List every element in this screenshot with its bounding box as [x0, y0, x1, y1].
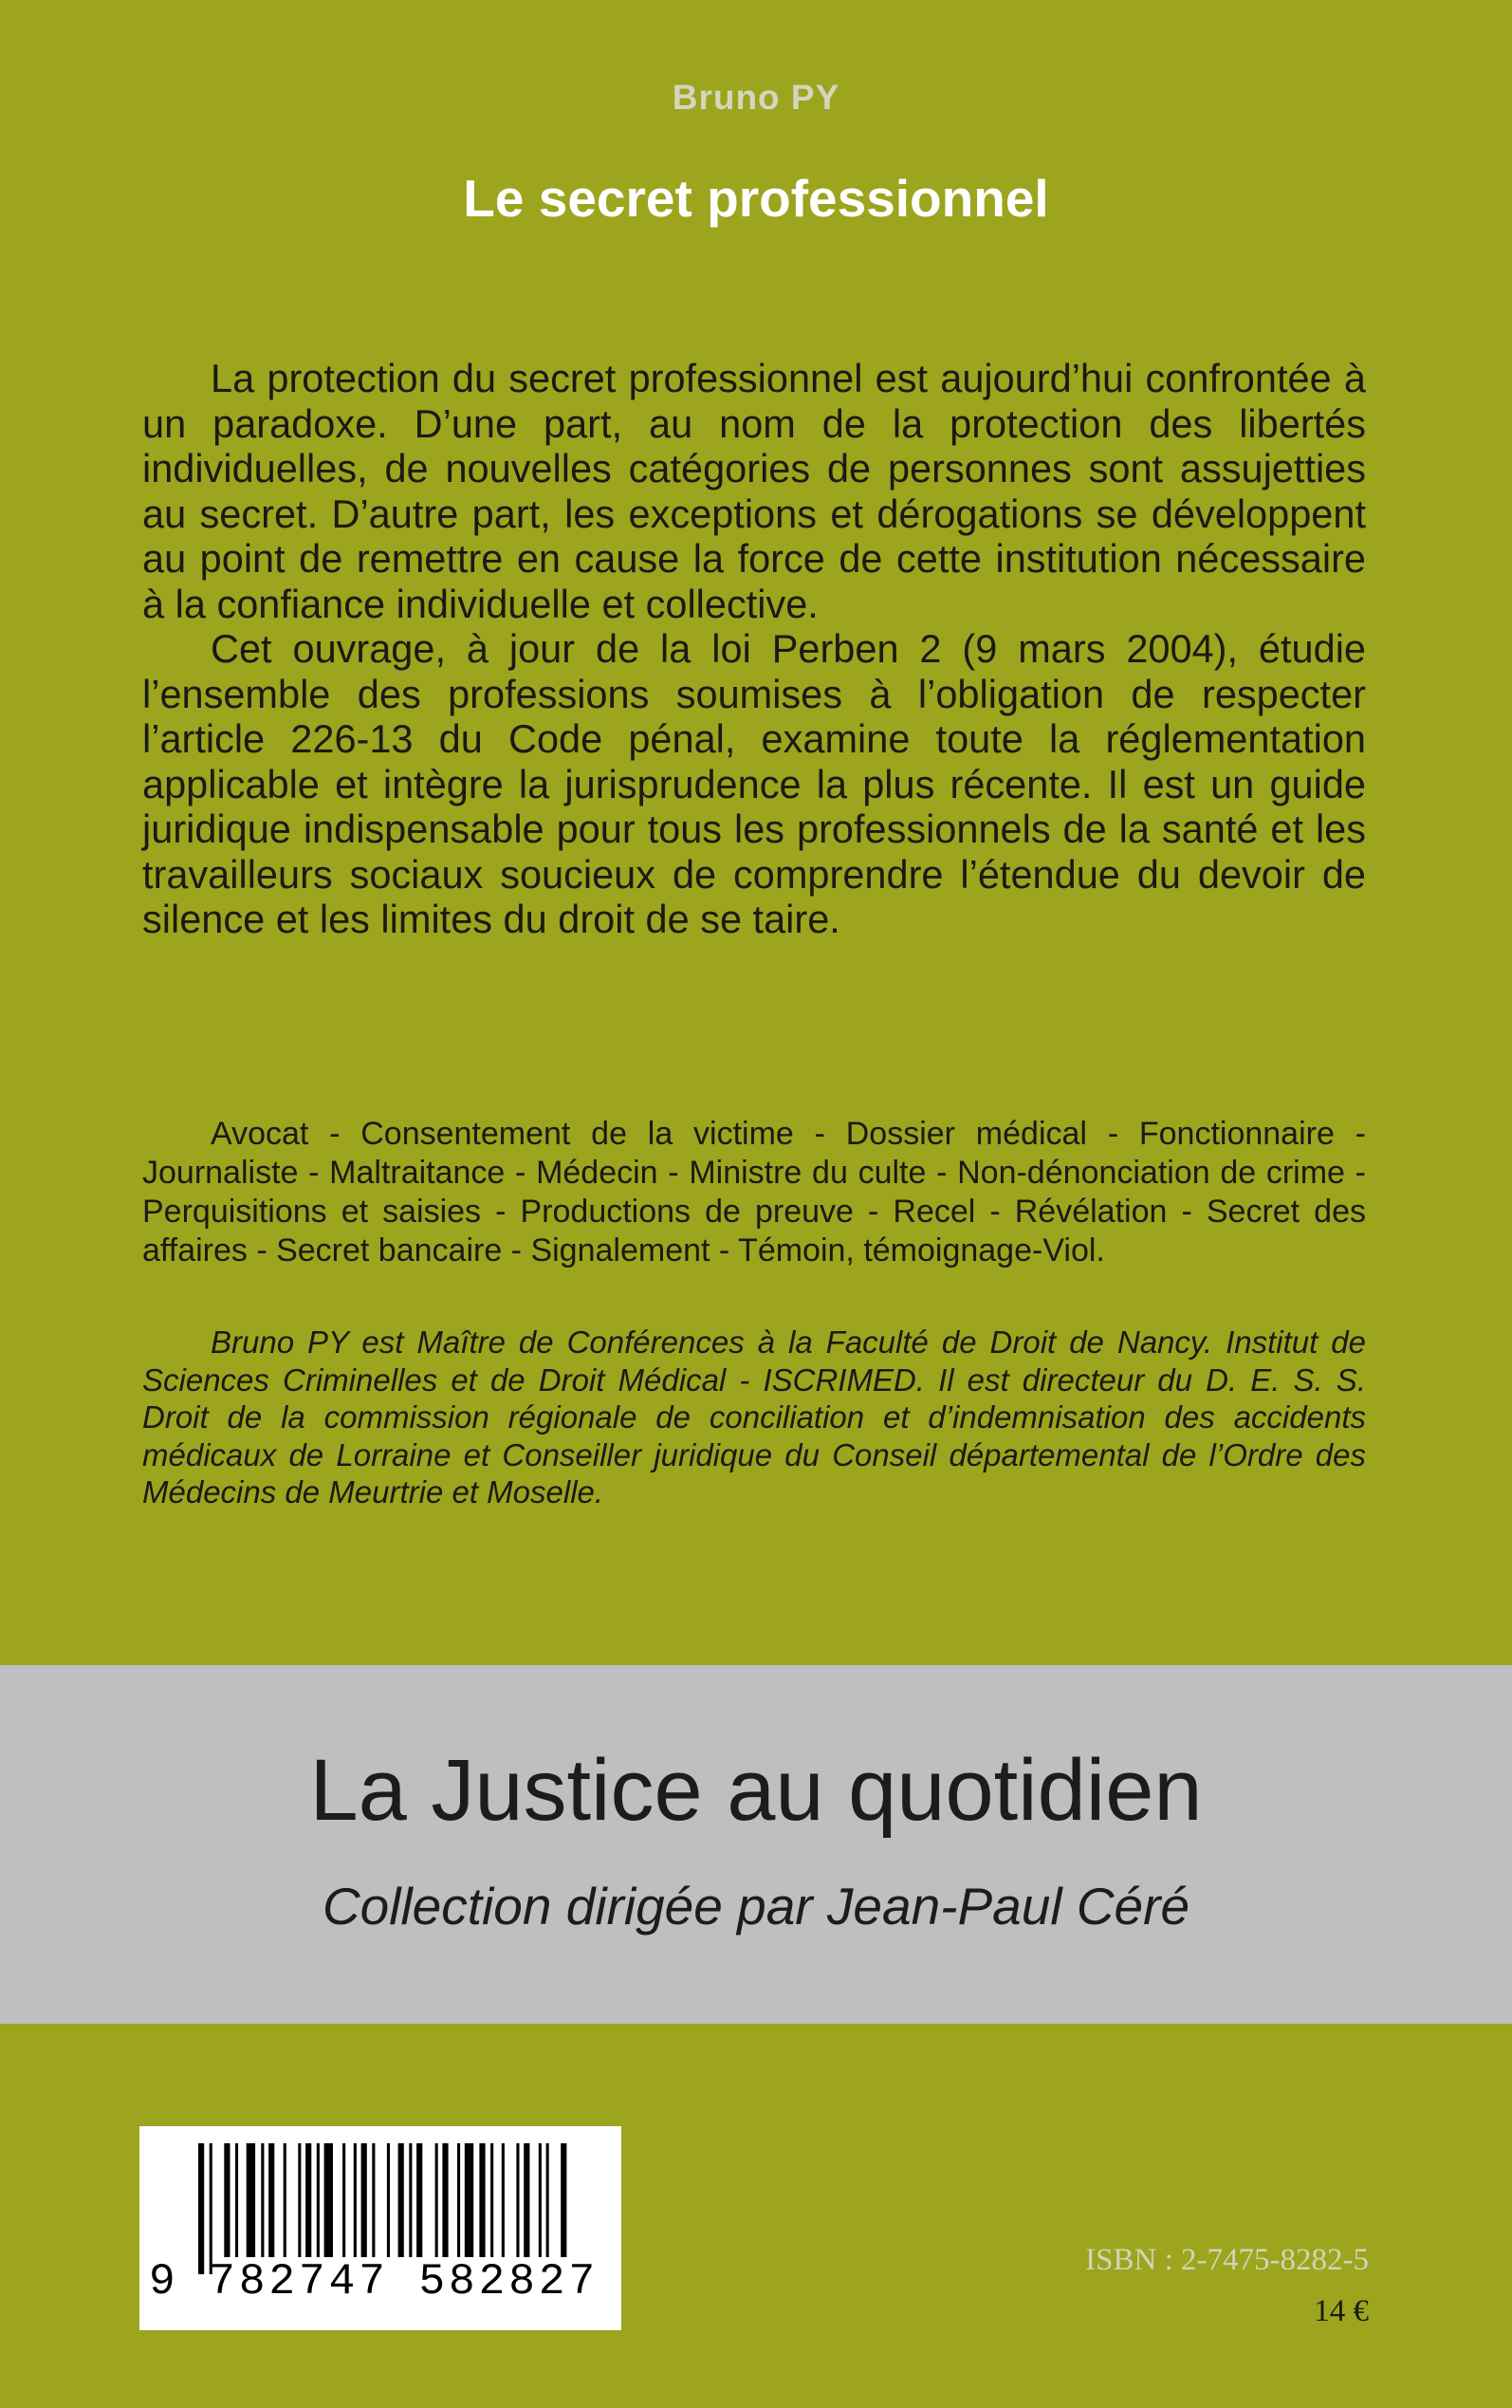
barcode-bar	[539, 2143, 542, 2257]
barcode-bar	[324, 2143, 333, 2257]
isbn: ISBN : 2-7475-8282-5	[1085, 2243, 1369, 2277]
barcode-bar	[490, 2143, 493, 2257]
barcode-bar	[305, 2143, 311, 2257]
barcode-bar	[224, 2143, 230, 2257]
collection-name: La Justice au quotidien	[309, 1742, 1203, 1839]
blurb	[142, 356, 1366, 942]
barcode-bar	[457, 2143, 460, 2257]
barcode-bar	[210, 2143, 212, 2274]
barcode-bar	[479, 2143, 485, 2257]
barcode-bar	[502, 2143, 505, 2257]
barcode-bar	[442, 2143, 448, 2257]
collection-band	[0, 1665, 1512, 2024]
barcode-bar	[342, 2143, 345, 2257]
barcode-bar	[546, 2143, 549, 2257]
barcode-bar	[387, 2143, 390, 2257]
barcode-bar	[409, 2143, 412, 2257]
blurb-paragraph-2: Cet ouvrage, à jour de la loi Perben 2 (9 mars 2004), étudie l’ensemble des professions soumises à l’obligation de respecter l’article 226-13 du Code pénal, examine toute la réglementation applicable et intègre la jurisprudence la plus récente. Il est un guide juridique indispensable pour tous les professionnels de la santé et les travailleurs sociaux soucieux de comprendre l’étendue du devoir de silence et les limites du droit de se taire.	[142, 626, 1366, 941]
price: 14 €	[1314, 2294, 1369, 2328]
author-bio: Bruno PY est Maître de Conférences à la Faculté de Droit de Nancy. Institut de Sciences Criminelles et de Droit Médical - ISCRIMED. Il est directeur du D. E. S. S. Droit de la commission régionale de conciliation et d’indemnisation des accidents médicaux de Lorraine et Conseiller juridique du Conseil départemental de l’Ordre des Médecins de Meurtrie et Moselle.	[142, 1324, 1366, 1510]
barcode	[139, 2126, 621, 2330]
barcode-digits: 9 782747 582827	[149, 2257, 599, 2306]
barcode-bar	[372, 2143, 375, 2257]
blurb-paragraph-1: La protection du secret professionnel est aujourd’hui confrontée à un paradoxe. D’une part, au nom de la protection des libertés individuelles, de nouvelles catégories de personnes sont assujetties au secret. D’autre part, les exceptions et dérogations se développent au point de remettre en cause la force de cette institution nécessaire à la confiance individuelle et collective.	[142, 356, 1366, 626]
barcode-bar	[361, 2143, 367, 2257]
barcode-bar	[465, 2143, 473, 2257]
barcode-bar	[235, 2143, 238, 2257]
barcode-bar	[398, 2143, 404, 2257]
barcode-bar	[198, 2143, 204, 2274]
barcode-bar	[261, 2143, 264, 2257]
barcode-bar	[561, 2143, 566, 2257]
keywords-list: Avocat - Consentement de la victime - Dossier médical - Fonctionnaire - Journaliste - Maltraitance - Médecin - Ministre du culte - Non-dénonciation de crime - Perquisitions et saisies - Productions de preuve - Recel - Révélation - Secret des affaires - Secret bancaire - Signalement - Témoin, témoignage-Viol.	[142, 1116, 1366, 1269]
author-name: Bruno PY	[672, 78, 840, 117]
barcode-bar	[317, 2143, 320, 2257]
barcode-bar	[524, 2143, 529, 2257]
barcode-bar	[268, 2143, 274, 2257]
barcode-bar	[354, 2143, 357, 2257]
barcode-bar	[416, 2143, 422, 2257]
book-title: Le secret professionnel	[463, 169, 1049, 228]
collection-director: Collection dirigée par Jean-Paul Céré	[322, 1877, 1190, 1936]
barcode-bar	[284, 2143, 286, 2257]
barcode-bar	[298, 2143, 301, 2257]
barcode-bar	[247, 2143, 255, 2257]
barcode-bar	[435, 2143, 438, 2257]
barcode-bar	[516, 2143, 519, 2257]
